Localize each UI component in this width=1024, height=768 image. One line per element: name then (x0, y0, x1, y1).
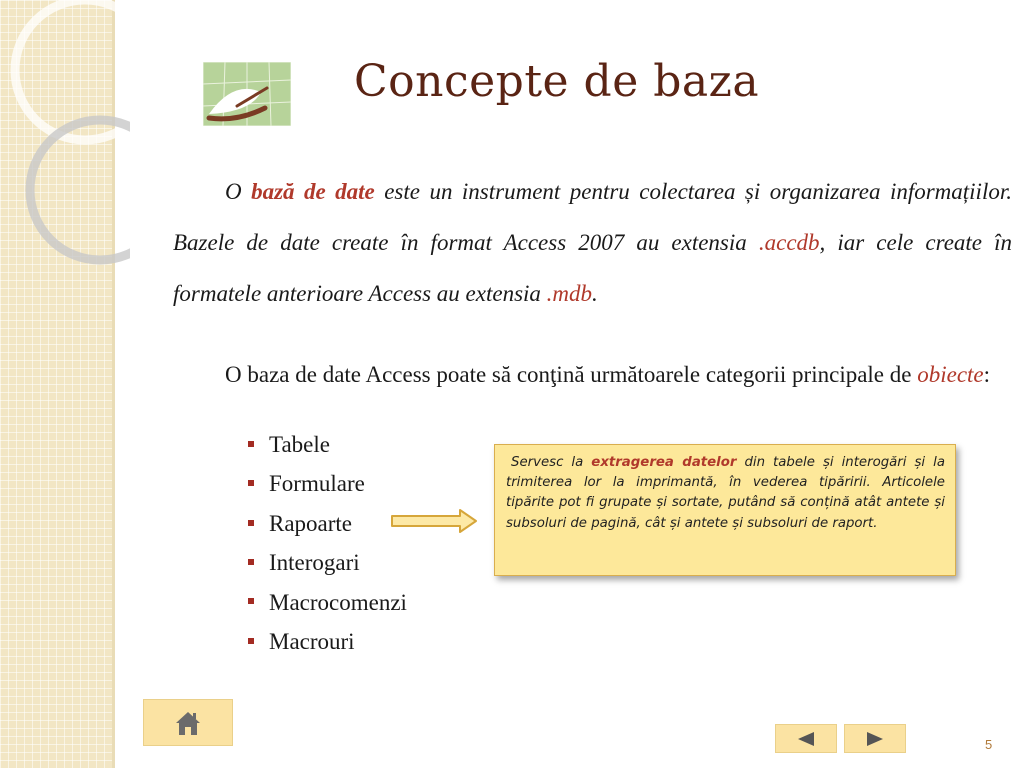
term-baza-de-date: bază de date (251, 179, 375, 204)
arrow-right-icon (390, 508, 480, 534)
term-obiecte: obiecte (917, 362, 984, 387)
intro-paragraph (173, 166, 1012, 319)
decorative-rings (0, 0, 130, 280)
list-item (248, 625, 407, 664)
home-icon (173, 708, 203, 738)
list-item-label: Macrocomenzi (269, 589, 407, 615)
intro-end: . (592, 281, 598, 306)
bullet-icon (248, 638, 254, 644)
intro-text-a: este un instrument pentru colectarea și organizarea informațiilor. Bazele de date create în format Access 2007 au extensia (173, 179, 1012, 255)
callout-text: din tabele și interogări și la trimiterea lor la imprimantă, în vederea tipăririi. Articolele tipărite pot fi grupate și sortate, putând să conțină atât antete și subsoluri de pagină, cât și antete și subsoluri de raport. (506, 455, 946, 531)
objects-text: O baza de date Access poate să conţină următoarele categorii principale de (225, 362, 918, 387)
list-item-label: Formulare (269, 471, 365, 497)
previous-slide-button[interactable] (775, 724, 837, 753)
extension-accdb: .accdb (758, 230, 820, 255)
bullet-icon (248, 480, 254, 486)
objects-end: : (983, 362, 991, 387)
callout-highlight: extragerea datelor (591, 455, 737, 470)
next-slide-button[interactable] (844, 724, 906, 753)
intro-lead: O (225, 179, 252, 204)
list-item (248, 546, 407, 585)
rapoarte-callout (494, 444, 956, 576)
list-item-label: Tabele (269, 432, 330, 457)
logo-image (203, 62, 291, 126)
bullet-icon (248, 559, 254, 565)
callout-lead: Servesc la (511, 455, 592, 470)
objects-list (248, 428, 407, 664)
bullet-icon (248, 441, 254, 447)
home-button[interactable] (143, 699, 233, 746)
page-number: 5 (985, 737, 993, 752)
triangle-left-icon (796, 731, 816, 747)
intro-text-b: , iar cele create în formatele anterioare Access au extensia (173, 230, 1012, 306)
triangle-right-icon (865, 731, 885, 747)
bullet-icon (248, 598, 254, 604)
list-item (248, 507, 407, 546)
extension-mdb: .mdb (546, 281, 593, 306)
list-item (248, 428, 407, 467)
objects-paragraph (173, 360, 1012, 389)
list-item (248, 586, 407, 625)
bullet-icon (248, 520, 254, 526)
list-item-label: Macrouri (269, 628, 355, 654)
list-item-label: Rapoarte (269, 510, 353, 536)
page-title: Concepte de baza (354, 56, 760, 107)
list-item-label: Interogari (269, 550, 360, 576)
list-item (248, 467, 407, 506)
